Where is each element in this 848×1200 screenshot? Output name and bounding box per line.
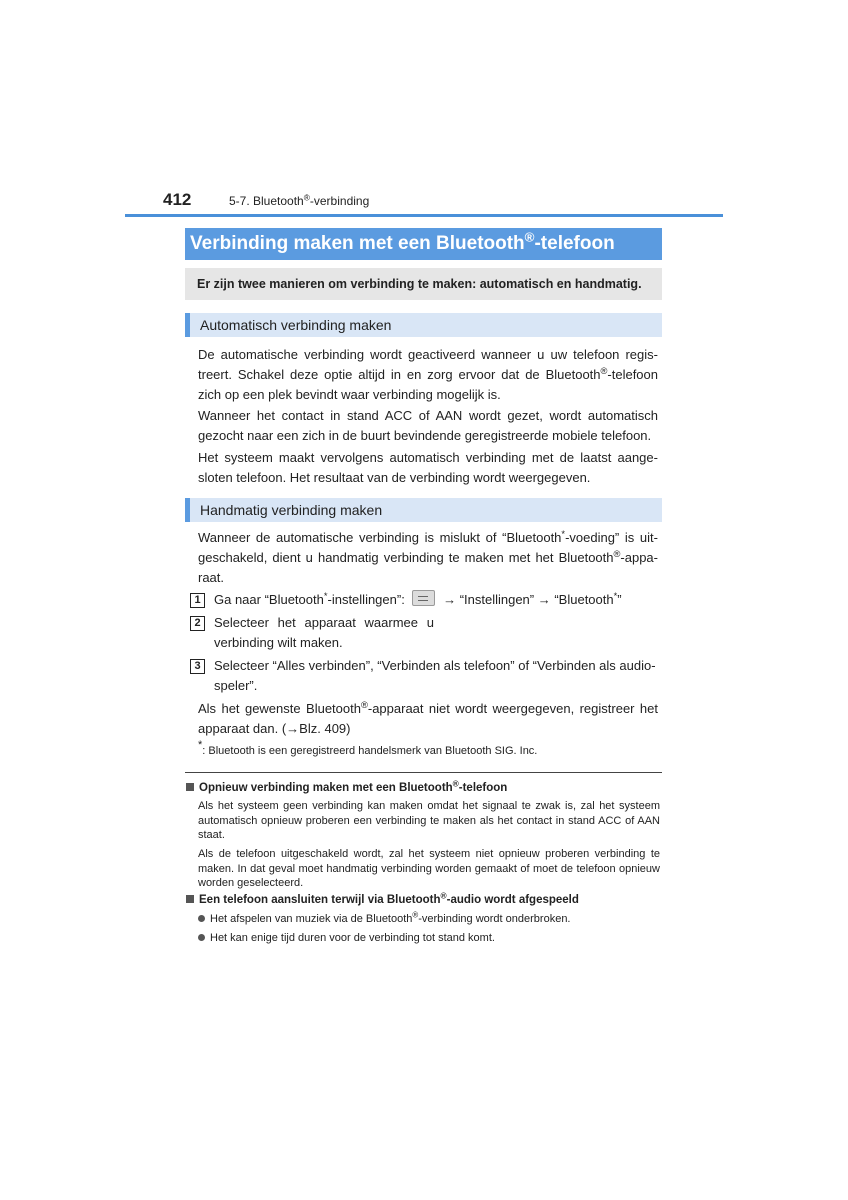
registered-mark: ®	[613, 548, 621, 559]
step-1-text-d: ”	[617, 592, 622, 607]
registered-mark: ®	[600, 365, 608, 376]
manual-p2-text-a: Als het gewenste Bluetooth	[198, 701, 361, 716]
bullet-2-text: Het kan enige tijd duren voor de verbinding tot stand komt.	[210, 932, 495, 944]
step-number-2: 2	[190, 616, 205, 631]
page-title	[185, 228, 662, 260]
section-heading-automatic: Automatisch verbinding maken	[185, 313, 662, 337]
step-2-line-1: Selecteer het apparaat waarmee u	[214, 615, 434, 630]
page-title-prefix: Verbinding maken met een Bluetooth	[190, 233, 525, 254]
registered-mark: ®	[412, 910, 419, 920]
manual-p1-text-c: -apparaat.	[198, 550, 658, 585]
footnote-text: : Bluetooth is een geregistreerd handelsmerk van Bluetooth SIG. Inc.	[202, 745, 538, 757]
footnote	[198, 738, 538, 760]
reconnect-paragraph-1: Als het systeem geen verbinding kan maken omdat het signaal te zwak is, zal het systeem automatisch opnieuw proberen een verbinding te maken als het contact in stand ACC of AAN staat.	[198, 800, 660, 841]
square-bullet-icon	[186, 783, 194, 791]
registered-mark: ®	[440, 891, 447, 901]
manual-paragraph-1	[198, 528, 658, 588]
bullet-1-text-a: Het afspelen van muziek via de Bluetooth	[210, 913, 413, 925]
manual-p2-text-b: -apparaat niet wordt weergegeven, registreer het apparaat dan. (→Blz. 409)	[198, 701, 658, 736]
running-header	[229, 194, 369, 208]
asterisk-mark: *	[323, 590, 328, 601]
section-heading-manual: Handmatig verbinding maken	[185, 498, 662, 522]
manual-paragraph-2	[198, 699, 658, 739]
step-1-text-a: Ga naar “Bluetooth	[214, 592, 324, 607]
divider	[185, 772, 662, 773]
audio-heading-text-a: Een telefoon aansluiten terwijl via Bluetooth	[199, 894, 441, 906]
step-number-3: 3	[190, 659, 205, 674]
round-bullet-icon	[198, 915, 205, 922]
reconnect-heading-text-b: -telefoon	[458, 782, 508, 794]
step-3-line-1: Selecteer “Alles verbinden”, “Verbinden als telefoon” of “Verbinden als audio-	[214, 658, 656, 673]
info-heading-reconnect	[186, 780, 507, 796]
step-1-text-b: -instellingen”:	[327, 592, 405, 607]
audio-bullet-1	[198, 911, 571, 927]
registered-mark: ®	[360, 699, 368, 710]
asterisk-mark: *	[613, 590, 618, 601]
page-number: 412	[163, 190, 192, 209]
registered-mark: ®	[524, 229, 535, 245]
reconnect-heading-text-a: Opnieuw verbinding maken met een Bluetooth	[199, 782, 453, 794]
audio-bullet-2	[198, 930, 495, 946]
info-heading-audio	[186, 892, 579, 908]
registered-mark: ®	[452, 779, 459, 789]
page-title-suffix: -telefoon	[534, 233, 615, 254]
asterisk-mark: *	[561, 528, 566, 539]
auto-paragraph-1	[198, 345, 658, 405]
reconnect-paragraph-2: Als de telefoon uitgeschakeld wordt, zal het systeem niet opnieuw proberen verbinding te maken. In dat geval moet handmatig verbinding worden gemaakt of moet de telefoon opnieuw worden geselecteerd.	[198, 848, 660, 889]
step-number-1: 1	[190, 593, 205, 608]
auto-p1-text-a: De automatische verbinding wordt geactiveerd wanneer u uw telefoon registreert. Schakel deze optie altijd in en zorg ervoor dat de Bluetooth	[198, 347, 658, 382]
header-rule	[125, 214, 723, 217]
auto-paragraph-2: Wanneer het contact in stand ACC of AAN wordt gezet, wordt automatisch gezocht naar een zich in de buurt bevindende geregistreerde mobiele telefoon.	[198, 408, 658, 443]
step-3-line-2: speler”.	[214, 678, 258, 693]
step-1-text	[214, 590, 622, 610]
manual-p1-text-b: -voeding” is uitgeschakeld, dient u handmatig verbinding te maken met het Bluetooth	[198, 530, 658, 565]
menu-button-icon	[412, 590, 435, 606]
step-1-text-c: → “Instellingen” → “Bluetooth	[443, 592, 614, 607]
square-bullet-icon	[186, 895, 194, 903]
step-2-line-2: verbinding wilt maken.	[214, 635, 343, 650]
running-header-suffix: -verbinding	[309, 194, 370, 208]
intro-box: Er zijn twee manieren om verbinding te maken: automatisch en handmatig.	[185, 268, 662, 300]
manual-p1-text-a: Wanneer de automatische verbinding is mislukt of “Bluetooth	[198, 530, 562, 545]
running-header-prefix: 5-7. Bluetooth	[229, 194, 304, 208]
auto-p1-text-b: -telefoon zich op een plek bevindt waar verbinding mogelijk is.	[198, 367, 658, 402]
registered-mark: ®	[303, 192, 310, 203]
asterisk-mark: *	[198, 738, 203, 751]
audio-heading-text-b: -audio wordt afgespeeld	[446, 894, 579, 906]
round-bullet-icon	[198, 934, 205, 941]
auto-paragraph-3: Het systeem maakt vervolgens automatisch verbinding met de laatst aangesloten telefoon. Het resultaat van de verbinding wordt weergegeven.	[198, 450, 658, 485]
bullet-1-text-b: -verbinding wordt onderbroken.	[418, 913, 571, 925]
